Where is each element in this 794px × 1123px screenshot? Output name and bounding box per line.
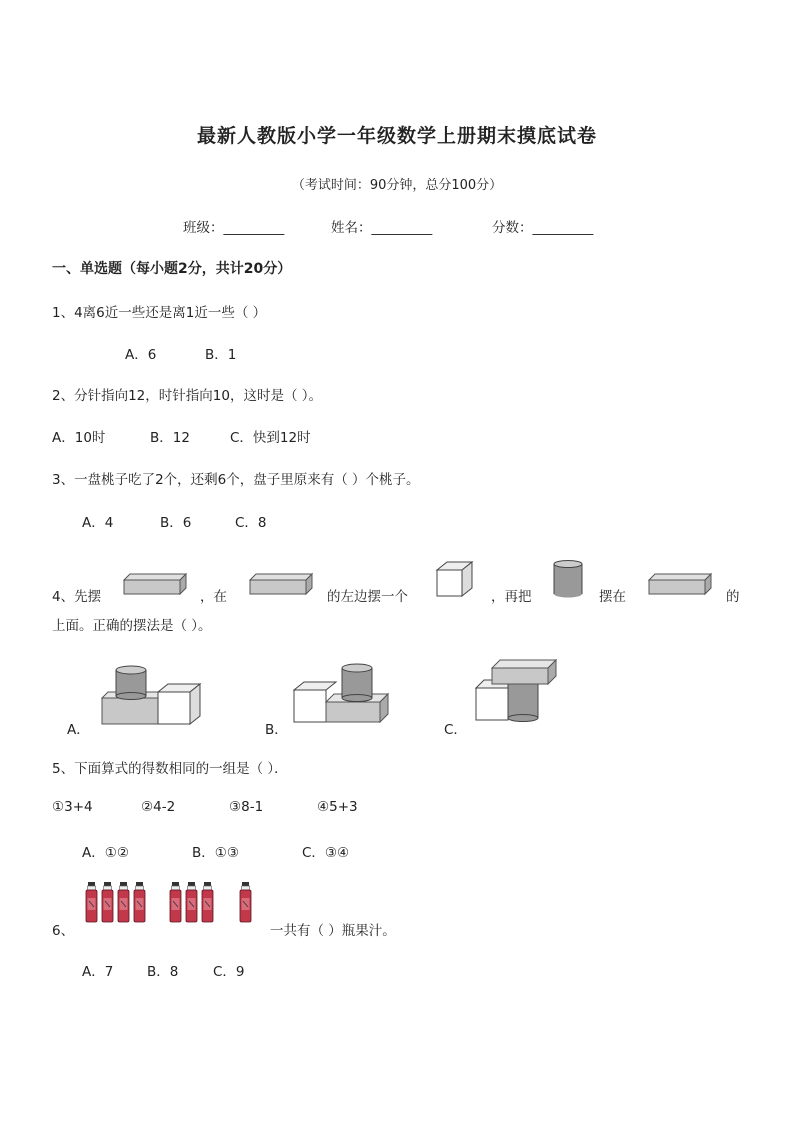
q2-option-a[interactable]: A．10时: [52, 430, 106, 446]
q4-option-b[interactable]: B．: [265, 722, 288, 738]
q5-expr-3: ③8-1: [229, 799, 264, 815]
q3-option-c[interactable]: C．8: [235, 515, 267, 531]
q1-option-a[interactable]: A．6: [125, 347, 157, 363]
q5-option-c[interactable]: C．③④: [302, 845, 350, 861]
q3-option-a[interactable]: A．4: [82, 515, 114, 531]
exam-subtitle: （考试时间：90分钟，总分100分）: [291, 178, 503, 193]
long-block-icon: [248, 572, 314, 596]
class-field[interactable]: 班级：_________: [183, 220, 285, 236]
arrangement-b-figure[interactable]: [292, 662, 392, 728]
q6-option-b[interactable]: B．8: [147, 964, 179, 980]
juice-bottle-icon: [101, 882, 114, 924]
question-6-number: 6、: [52, 923, 75, 939]
question-3: 3、一盘桃子吃了2个，还剩6个，盘子里原来有（ ）个桃子。: [52, 472, 420, 488]
q1-option-b[interactable]: B．1: [205, 347, 237, 363]
q5-option-b[interactable]: B．①③: [192, 845, 239, 861]
juice-bottle-icon: [117, 882, 130, 924]
cylinder-icon: [552, 559, 584, 599]
question-6: 一共有（ ）瓶果汁。: [270, 923, 396, 939]
juice-bottle-icon: [169, 882, 182, 924]
q4-option-c[interactable]: C．: [444, 722, 467, 738]
q3-option-b[interactable]: B．6: [160, 515, 192, 531]
question-2: 2、分针指向12，时针指向10，这时是（ ）。: [52, 388, 322, 404]
q6-option-a[interactable]: A．7: [82, 964, 114, 980]
long-block-icon: [122, 572, 188, 596]
q6-option-c[interactable]: C．9: [213, 964, 245, 980]
q5-expr-4: ④5+3: [317, 799, 358, 815]
juice-bottle-icon: [133, 882, 146, 924]
q4-text-part6: 的: [726, 589, 740, 605]
section-heading: 一、单选题（每小题2分，共计20分）: [52, 261, 292, 277]
juice-bottle-icon: [239, 882, 252, 924]
juice-bottle-icon: [201, 882, 214, 924]
q4-text-line2: 上面。正确的摆法是（ ）。: [52, 618, 212, 634]
q2-option-b[interactable]: B．12: [150, 430, 190, 446]
q5-expr-1: ①3+4: [52, 799, 93, 815]
question-1: 1、4离6近一些还是离1近一些（ ）: [52, 305, 267, 321]
q5-expr-2: ②4-2: [141, 799, 176, 815]
q4-option-a[interactable]: A．: [67, 722, 90, 738]
page-title: 最新人教版小学一年级数学上册期末摸底试卷: [196, 125, 597, 147]
score-field[interactable]: 分数：_________: [492, 220, 594, 236]
q2-option-c[interactable]: C．快到12时: [230, 430, 311, 446]
q4-text-part5: 摆在: [599, 589, 626, 605]
q4-text-part3: 的左边摆一个: [327, 589, 408, 605]
juice-bottle-icon: [85, 882, 98, 924]
name-field[interactable]: 姓名：_________: [331, 220, 433, 236]
q4-text-part2: ，在: [200, 589, 227, 605]
cube-icon: [434, 560, 476, 600]
arrangement-a-figure[interactable]: [100, 662, 210, 728]
q4-text-part4: ，再把: [491, 589, 532, 605]
q5-option-a[interactable]: A．①②: [82, 845, 129, 861]
long-block-icon: [647, 572, 713, 596]
arrangement-c-figure[interactable]: [474, 656, 564, 726]
question-5: 5、下面算式的得数相同的一组是（ ）．: [52, 761, 288, 777]
q4-text-part1: 4、先摆: [52, 589, 102, 605]
juice-bottle-icon: [185, 882, 198, 924]
